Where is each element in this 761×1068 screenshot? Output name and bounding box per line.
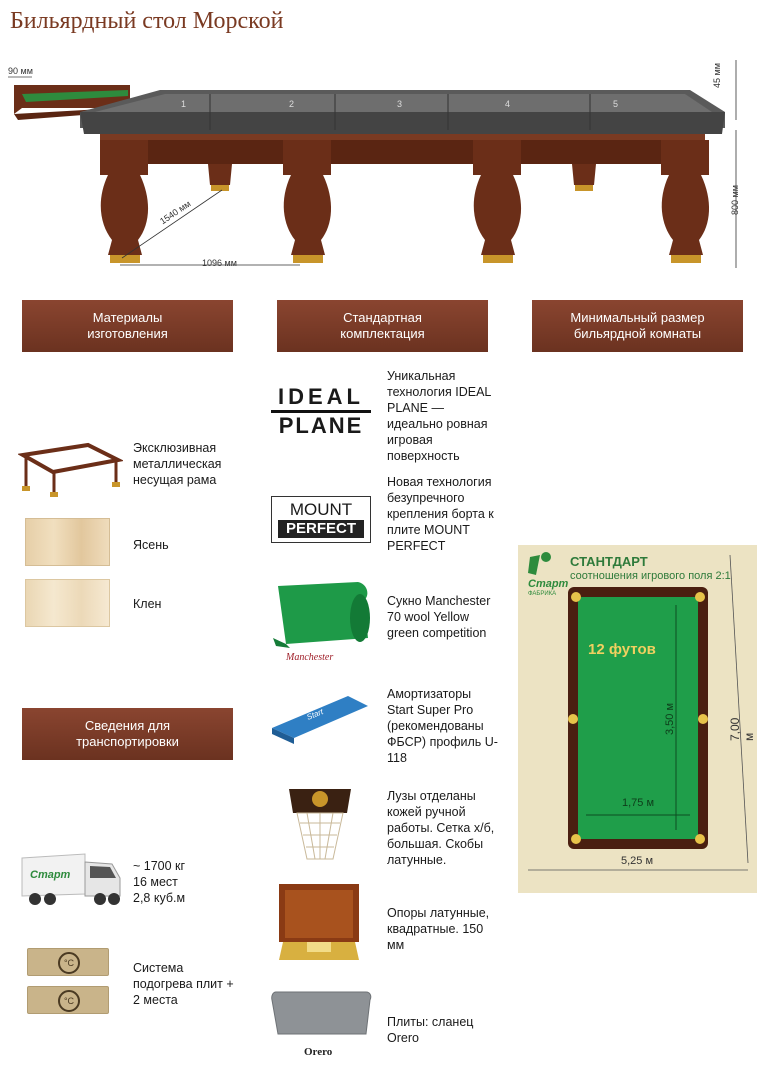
room-length-label: 7,00 м xyxy=(728,717,756,741)
rail-width-label: 90 мм xyxy=(8,66,33,76)
slate-text: Плиты: сланец Orero xyxy=(387,1015,474,1045)
cloth-roll-icon xyxy=(268,578,376,668)
slate-number: 1 xyxy=(181,99,187,109)
places-text: 16 мест xyxy=(133,875,178,889)
inner-length-label: 3,50 м xyxy=(664,702,676,735)
inner-width-label: 1,75 м xyxy=(622,797,655,809)
leg-spacing-label: 1096 мм xyxy=(202,258,237,268)
slate-icon xyxy=(270,990,374,1060)
mount-perfect-text: Новая технология безупречного крепления борта к плите MOUNT PERFECT xyxy=(387,475,494,553)
size-label: 12 футов xyxy=(588,641,656,658)
standard-sub: соотношения игрового поля 2:1 xyxy=(570,570,731,582)
ideal-plane-text: Уникальная технология IDEAL PLANE — идеально ровная игровая поверхность xyxy=(387,369,491,463)
start-label: Start xyxy=(305,707,325,722)
diagonal-label: 1540 мм xyxy=(158,198,193,227)
page-title: Бильярдный стол Морской xyxy=(10,8,284,34)
pocket-text: Лузы отделаны кожей ручной работы. Сетка х/б, большая. Скобы латунные. xyxy=(387,789,495,867)
standard-title: СТАНТДАРТ xyxy=(570,554,648,569)
brass-foot-icon xyxy=(277,882,361,964)
slate-number: 2 xyxy=(289,99,295,109)
standard-header: Стандартная комплектация xyxy=(277,300,488,352)
mount-perfect-logo: MOUNT PERFECT xyxy=(271,496,371,543)
heating-tag-icon: °C xyxy=(27,986,109,1014)
ideal-plane-logo: IDEAL PLANE xyxy=(271,385,371,438)
cushion-icon xyxy=(268,690,373,745)
frame-icon xyxy=(18,440,123,500)
truck-logo: Старт xyxy=(30,869,71,881)
brass-foot-text: Опоры латунные, квадратные. 150 мм xyxy=(387,906,490,952)
table-height-label: 800 мм xyxy=(730,185,740,215)
truck-icon xyxy=(20,852,125,910)
rail-height-label: 45 мм xyxy=(712,63,722,88)
manchester-label: Manchester xyxy=(286,652,334,663)
ash-text: Ясень xyxy=(133,538,169,552)
weight-text: ~ 1700 кг xyxy=(133,859,186,873)
materials-header: Материалы изготовления xyxy=(22,300,233,352)
volume-text: 2,8 куб.м xyxy=(133,891,186,905)
slate-number: 3 xyxy=(397,99,403,109)
room-header: Минимальный размер бильярдной комнаты xyxy=(532,300,743,352)
slate-number: 5 xyxy=(613,99,619,109)
room-diagram xyxy=(518,545,757,893)
orero-label: Orero xyxy=(304,1046,333,1058)
maple-text: Клен xyxy=(133,597,162,611)
slate-number: 4 xyxy=(505,99,511,109)
cushion-text: Амортизаторы Start Super Pro (рекомендованы ФБСР) профиль U-118 xyxy=(387,687,498,765)
manchester-text: Сукно Manchester 70 wool Yellow green competition xyxy=(387,594,491,640)
pocket-icon xyxy=(285,783,355,873)
brand-logo: Старт xyxy=(528,578,569,590)
billiard-table-illustration xyxy=(0,50,761,275)
heating-text: Система подогрева плит + 2 места xyxy=(133,961,234,1007)
frame-text: Эксклюзивная металлическая несущая рама xyxy=(133,441,222,487)
transport-header: Сведения для транспортировки xyxy=(22,708,233,760)
maple-wood-swatch xyxy=(25,579,110,627)
brand-sub: ФАБРИКА xyxy=(528,591,557,597)
ash-wood-swatch xyxy=(25,518,110,566)
heating-tag-icon: °C xyxy=(27,948,109,976)
room-width-label: 5,25 м xyxy=(621,855,654,867)
